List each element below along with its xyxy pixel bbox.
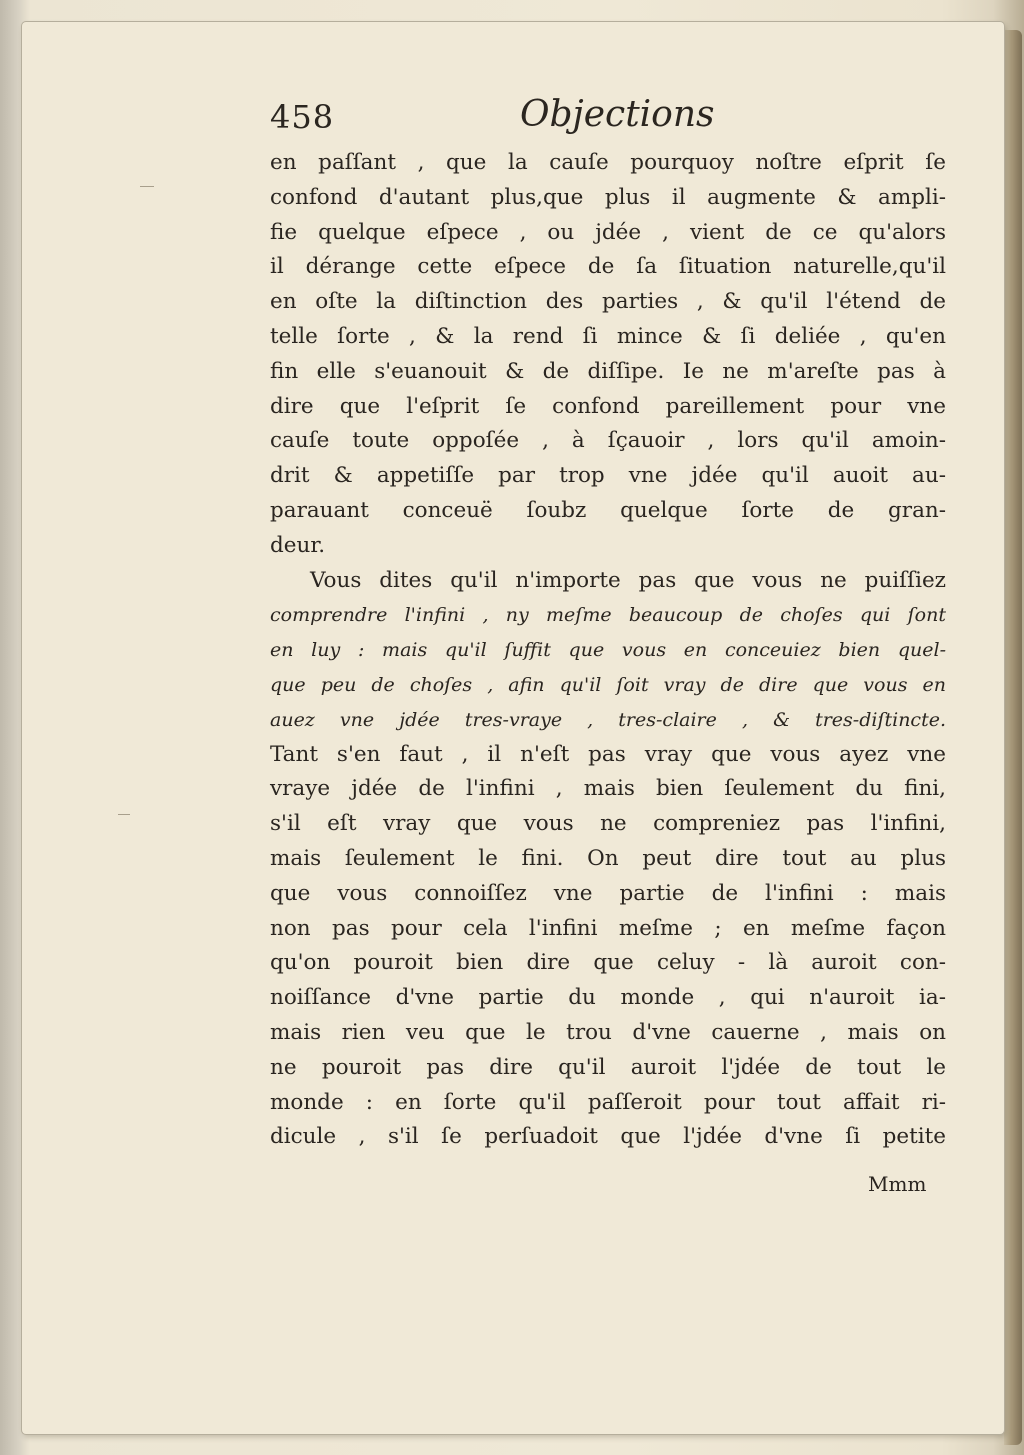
text-line: que vous connoiſſez vne partie de l'infini : mais (270, 880, 946, 906)
text-line: mais ſeulement le fini. On peut dire tout au plus (270, 845, 946, 871)
quoted-line: que peu de choſes , afin qu'il ſoit vray de dire que vous en (270, 673, 946, 696)
catchword: Mmm (868, 1172, 927, 1196)
text-line: Tant s'en faut , il n'eſt pas vray que vous ayez vne (270, 741, 946, 767)
text-line: Vous dites qu'il n'importe pas que vous ne puiſſiez (310, 567, 946, 593)
text-line: fie quelque eſpece , ou jdée , vient de ce qu'alors (270, 219, 946, 245)
text-line: drit & appetiſſe par trop vne jdée qu'il auoit au- (270, 463, 946, 489)
page-heading: Objections (520, 94, 715, 135)
running-head (270, 92, 715, 140)
text-line: non pas pour cela l'infini meſme ; en meſme façon (270, 915, 946, 941)
text-line: noiſſance d'vne partie du monde , qui n'auroit ia- (270, 985, 946, 1011)
text-line: fin elle s'euanouit & de diſſipe. Ie ne m'areſte pas à (270, 358, 946, 384)
text-line: qu'on pouroit bien dire que celuy - là auroit con- (270, 950, 946, 976)
body-text (270, 146, 946, 1155)
margin-mark (118, 814, 130, 815)
text-line: telle ſorte , & la rend ſi mince & ſi deliée , qu'en (270, 323, 946, 349)
text-line: parauant conceuë ſoubz quelque ſorte de gran- (270, 497, 946, 523)
margin-mark (140, 186, 154, 187)
text-line: vraye jdée de l'infini , mais bien ſeulement du fini, (270, 776, 946, 802)
text-line: s'il eſt vray que vous ne compreniez pas l'infini, (270, 811, 946, 837)
quoted-line: en luy : mais qu'il ſuffit que vous en conceuiez bien quel- (270, 639, 946, 662)
text-line: cauſe toute oppoſée , à ſçauoir , lors qu'il amoin- (270, 428, 946, 454)
page-edge (1004, 30, 1022, 1445)
quoted-line: comprendre l'infini , ny meſme beaucoup de choſes qui ſont (270, 604, 946, 627)
text-line: deur. (270, 532, 326, 558)
text-line: ne pouroit pas dire qu'il auroit l'jdée de tout le (270, 1054, 946, 1080)
text-line: dicule , s'il ſe perſuadoit que l'jdée d'vne ſi petite (270, 1124, 946, 1150)
text-line: monde : en ſorte qu'il paſſeroit pour tout affait ri- (270, 1089, 946, 1115)
text-line: mais rien veu que le trou d'vne cauerne , mais on (270, 1019, 946, 1045)
text-line: dire que l'eſprit ſe confond pareillement pour vne (270, 393, 946, 419)
page-number: 458 (270, 98, 335, 136)
text-line: en paſſant , que la cauſe pourquoy noſtre eſprit ſe (270, 150, 946, 175)
text-line: confond d'autant plus,que plus il augmente & ampli- (270, 184, 946, 210)
text-line: en oſte la diſtinction des parties , & qu'il l'étend de (270, 289, 946, 315)
text-line: il dérange cette eſpece de ſa ſituation naturelle,qu'il (270, 254, 946, 280)
quoted-line: auez vne jdée tres-vraye , tres-claire , & tres-diſtincte. (270, 708, 946, 731)
